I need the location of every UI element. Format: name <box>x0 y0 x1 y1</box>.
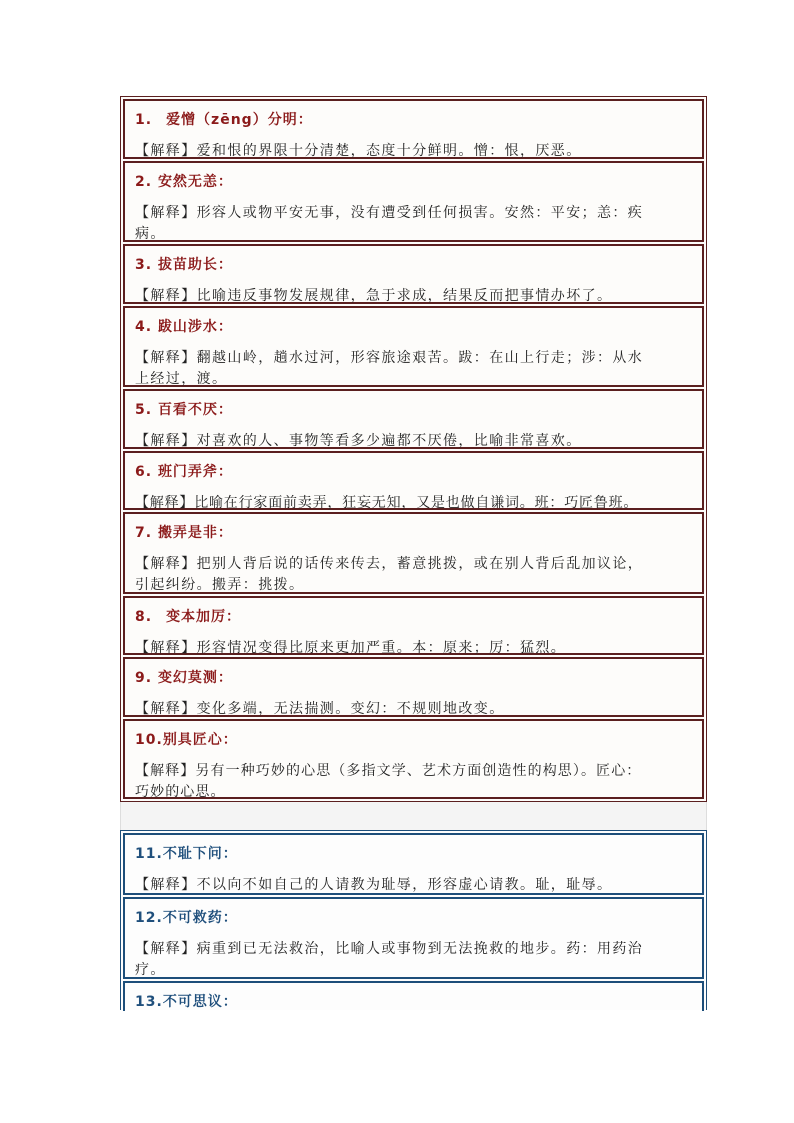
idiom-heading <box>135 729 694 749</box>
idiom-number: 7. <box>135 525 153 541</box>
explanation-line: 【解释】变化多端，无法揣测。变幻：不规则地改变。 <box>135 701 505 717</box>
idiom-heading <box>135 606 694 626</box>
explanation-line: 巧妙的心思。 <box>135 784 226 800</box>
idiom-title: 搬弄是非： <box>157 525 233 541</box>
explanation-line: 【解释】另有一种巧妙的心思（多指文学、艺术方面创造性的构思）。匠心： <box>135 763 642 779</box>
idiom-explanation <box>135 431 694 452</box>
explanation-line: 【解释】把别人背后说的话传来传去，蓄意挑拨，或在别人背后乱加议论， <box>135 556 644 572</box>
explanation-line: 【解释】对喜欢的人、事物等看多少遍都不厌倦，比喻非常喜欢。 <box>135 433 582 449</box>
idiom-heading <box>135 461 694 481</box>
section-divider <box>120 802 707 830</box>
idiom-number: 5. <box>135 402 153 418</box>
idiom-entry <box>123 833 704 895</box>
idiom-heading <box>135 399 694 419</box>
idiom-title: 跋山涉水： <box>157 319 233 335</box>
idiom-number: 13. <box>135 994 163 1010</box>
idiom-entry <box>123 306 704 387</box>
idiom-explanation <box>135 638 694 659</box>
idiom-number: 6. <box>135 464 153 480</box>
explanation-line: 【解释】爱和恨的界限十分清楚，态度十分鲜明。憎：恨，厌恶。 <box>135 143 582 159</box>
idiom-title: 百看不厌： <box>157 402 233 418</box>
explanation-line: 【解释】不以向不如自己的人请教为耻辱，形容虚心请教。耻，耻辱。 <box>135 877 613 893</box>
idiom-number: 1. <box>135 112 153 128</box>
idiom-entry <box>123 99 704 159</box>
idiom-explanation <box>135 493 694 514</box>
idiom-heading <box>135 843 694 863</box>
idiom-table-blue <box>120 830 707 1010</box>
idiom-title: 安然无恙： <box>157 174 233 190</box>
idiom-explanation <box>135 761 694 803</box>
idiom-entry <box>123 451 704 510</box>
idiom-entry <box>123 389 704 449</box>
idiom-number: 12. <box>135 910 163 926</box>
idiom-entry <box>123 244 704 304</box>
idiom-number: 9. <box>135 670 153 686</box>
idiom-number: 11. <box>135 846 163 862</box>
explanation-line: 【解释】翻越山岭，趟水过河，形容旅途艰苦。跋：在山上行走；涉：从水 <box>135 350 644 366</box>
explanation-line: 病。 <box>135 226 166 242</box>
idiom-title: 别具匠心： <box>162 732 238 748</box>
idiom-explanation <box>135 203 694 245</box>
idiom-heading <box>135 991 694 1011</box>
idiom-entry <box>123 897 704 979</box>
idiom-heading <box>135 907 694 927</box>
idiom-title: 变本加厉： <box>166 609 242 625</box>
idiom-explanation <box>135 554 694 596</box>
idiom-heading <box>135 254 694 274</box>
explanation-line: 引起纠纷。搬弄：挑拨。 <box>135 577 305 593</box>
idiom-title: 班门弄斧： <box>157 464 233 480</box>
idiom-entry <box>123 596 704 655</box>
explanation-line: 上经过，渡。 <box>135 371 228 387</box>
explanation-line: 【解释】比喻违反事物发展规律，急于求成，结果反而把事情办坏了。 <box>135 288 613 304</box>
idiom-explanation <box>135 699 694 720</box>
idiom-title: 不可救药： <box>162 910 238 926</box>
idiom-title: 不可思议： <box>162 994 238 1010</box>
idiom-explanation <box>135 286 694 307</box>
idiom-number: 8. <box>135 609 153 625</box>
explanation-line: 【解释】比喻在行家面前卖弄，狂妄无知，又是也做自谦词。班：巧匠鲁班。 <box>135 495 639 511</box>
idiom-title: 拔苗助长： <box>157 257 233 273</box>
idiom-explanation <box>135 939 694 981</box>
idiom-explanation <box>135 141 694 162</box>
idiom-explanation <box>135 875 694 896</box>
idiom-number: 3. <box>135 257 153 273</box>
idiom-title: 爱憎（zēng）分明： <box>166 112 313 128</box>
idiom-entry <box>123 512 704 594</box>
idiom-number: 2. <box>135 174 153 190</box>
idiom-heading <box>135 522 694 542</box>
idiom-entry <box>123 161 704 242</box>
idiom-heading <box>135 667 694 687</box>
idiom-number: 4. <box>135 319 153 335</box>
explanation-line: 【解释】形容人或物平安无事，没有遭受到任何损害。安然：平安；恙：疾 <box>135 205 644 221</box>
explanation-line: 疗。 <box>135 962 166 978</box>
idiom-explanation <box>135 348 694 390</box>
idiom-entry <box>123 719 704 799</box>
idiom-heading <box>135 171 694 191</box>
idiom-title: 不耻下问： <box>162 846 238 862</box>
idiom-number: 10. <box>135 732 163 748</box>
idiom-entry <box>123 981 704 1011</box>
idiom-table-red <box>120 96 707 802</box>
idiom-entry <box>123 657 704 717</box>
idiom-title: 变幻莫测： <box>157 670 233 686</box>
explanation-line: 【解释】形容情况变得比原来更加严重。本：原来；厉：猛烈。 <box>135 640 567 656</box>
explanation-line: 【解释】病重到已无法救治，比喻人或事物到无法挽救的地步。药：用药治 <box>135 941 644 957</box>
idiom-heading <box>135 109 694 129</box>
idiom-heading <box>135 316 694 336</box>
